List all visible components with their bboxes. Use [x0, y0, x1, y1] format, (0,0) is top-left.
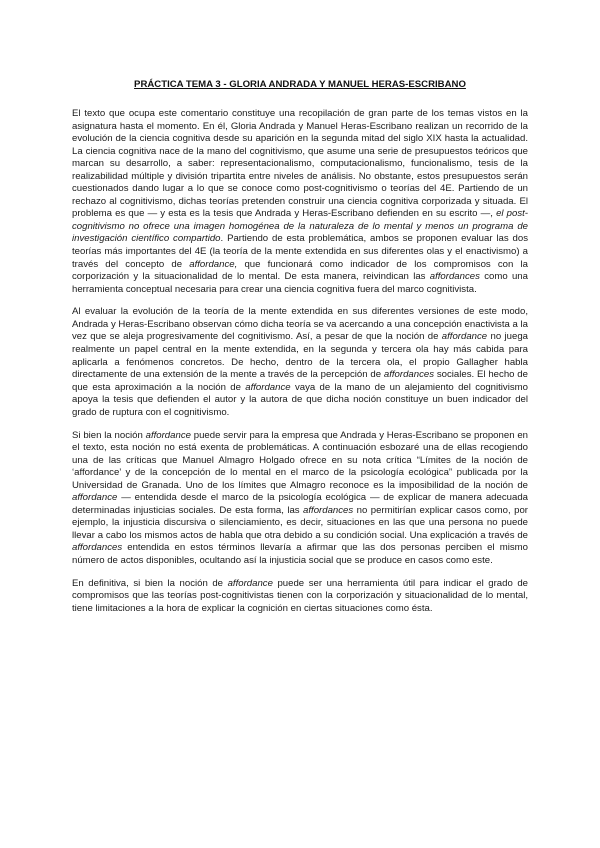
document-body — [72, 108, 528, 626]
p4-text-a: En definitiva, si bien la noción de — [72, 577, 228, 589]
p1-text-c: . Partiendo de esta problemática, ambos se proponen evaluar las dos teorías más importantes del 4E (la teoría de la mente extendida en sus diferentes olas y el enactivismo) a través del concepto de — [72, 233, 529, 270]
p2-affordance-italic-1: affordance — [441, 331, 488, 343]
p2-affordance-italic-2: affordance — [245, 381, 291, 393]
paragraph-1 — [72, 108, 528, 296]
p4-affordance-italic: affordance — [227, 577, 273, 589]
paragraph-4 — [72, 578, 528, 616]
p1-affordances-italic: affordances — [429, 271, 480, 283]
p3-affordances-italic-2: affordances — [72, 542, 123, 554]
p1-text-g: como una herramienta conceptual necesaria para crear una ciencia cognitiva fuera del marco cognitivista. — [72, 271, 528, 295]
p2-text-g: vaya de la mano de un alejamiento del cognitivismo apoya la tesis que defienden el autor y la autora de que dicha noción constituye un buen indicador del grado de ruptura con el cognitivismo. — [72, 381, 528, 418]
p2-text-e: sociales. El hecho de que esta aproximación a la noción de — [72, 369, 528, 393]
p3-affordance-italic-1: affordance — [145, 429, 191, 441]
p3-text-e: — entendida desde el marco de la psicología ecológica — de explicar de manera adecuada determinadas injusticias sociales. De esta forma, las — [72, 492, 528, 516]
p1-text-a: El texto que ocupa este comentario constituye una recopilación de gran parte de los temas vistos en la asignatura hasta el momento. En él, Gloria Andrada y Manuel Heras-Escribano realizan un recorrido de la evolución de la ciencia cognitiva desde su aparición en la segunda mitad del siglo XIX hasta la actualidad. La ciencia cognitiva nace de la mano del cognitivismo, que asume una serie de presupuestos teóricos que marcan su desarrollo, a saber: representacionalismo, computacionalismo, funcionalismo, tesis de la realizabilidad múltiple y división tripartita entre niveles de análisis. No obstante, estos presupuestos serán cuestionados dando lugar a lo que se conoce como post-cognitivismo o teorías del 4E. Partiendo de un rechazo al cognitivismo, dichas teorías pretenden construir una ciencia cognitiva corporizada y situada. El problema es que — y esta es la tesis que Andrada y Heras-Escribano defienden en su escrito —, — [72, 108, 528, 220]
p3-text-a: Si bien la noción — [72, 429, 146, 441]
p3-affordances-italic-1: affordances — [303, 504, 354, 516]
p3-text-i: entendida en estos términos llevaría a afirmar que las dos personas perciben el mismo número de actos disponibles, ocultando así la injusticia social que se produce en casos como este. — [72, 542, 528, 566]
p2-text-c: no juega realmente un papel central en la mente extendida, en la segunda y tercera ola hay más cabida para aplicarla a fenómenos concretos. De hecho, dentro de la tercera ola, el propio Gallagher habla directamente de una extensión de la mente a través de la percepción de — [72, 331, 528, 381]
p2-text-a: Al evaluar la evolución de la teoría de la mente extendida en sus diferentes versiones de este modo, Andrada y Heras-Escribano observan cómo dicha teoría se va acercando a una concepción enactivista a la vez que se aleja progresivamente del cognitivismo. Así, a pesar de que la noción de — [72, 306, 528, 343]
p3-affordance-italic-2: affordance — [72, 492, 118, 504]
p3-text-c: puede servir para la empresa que Andrada y Heras-Escribano se proponen en el texto, esta noción no está exenta de problemáticas. A continuación esbozaré una de ellas recogiendo una de las críticas que Manuel Almagro Holgado ofrece en su nota crítica “Límites de la noción de ‘affordance’ y de la concepción de lo mental en el marco de la psicología ecológica” publicada por la Universidad de Granada. Uno de los límites que Almagro reconoce es la imposibilidad de la noción de — [72, 429, 528, 491]
paragraph-3 — [72, 430, 528, 568]
p1-affordance-italic: affordance, — [189, 258, 238, 270]
p4-text-c: puede ser una herramienta útil para indicar el grado de compromisos que las teorías post-cognitivistas tienen con la corporización y situacionalidad de lo mental, tiene limitaciones a la hora de explicar la cognición en ciertas situaciones como ésta. — [72, 577, 528, 614]
p1-thesis-italic: el post-cognitivismo no ofrece una imagen homogénea de la naturaleza de lo mental y menos un programa de investigación científico compartido — [72, 208, 529, 245]
page-title: PRÁCTICA TEMA 3 - GLORIA ANDRADA Y MANUEL HERAS-ESCRIBANO — [134, 79, 466, 90]
paragraph-2 — [72, 306, 528, 419]
p1-text-e: que funcionará como indicador de los compromisos con la corporización y la situacionalidad de lo mental. De esta manera, reivindican las — [72, 258, 529, 283]
p2-affordances-italic: affordances — [383, 369, 435, 381]
p3-text-g: no permitirían explicar casos como, por ejemplo, la injusticia discursiva o silenciamiento, es decir, situaciones en las que una persona no puede llevar a cabo los mismos actos de habla que otra debido a su condición social. Una explicación a través de — [72, 504, 528, 541]
